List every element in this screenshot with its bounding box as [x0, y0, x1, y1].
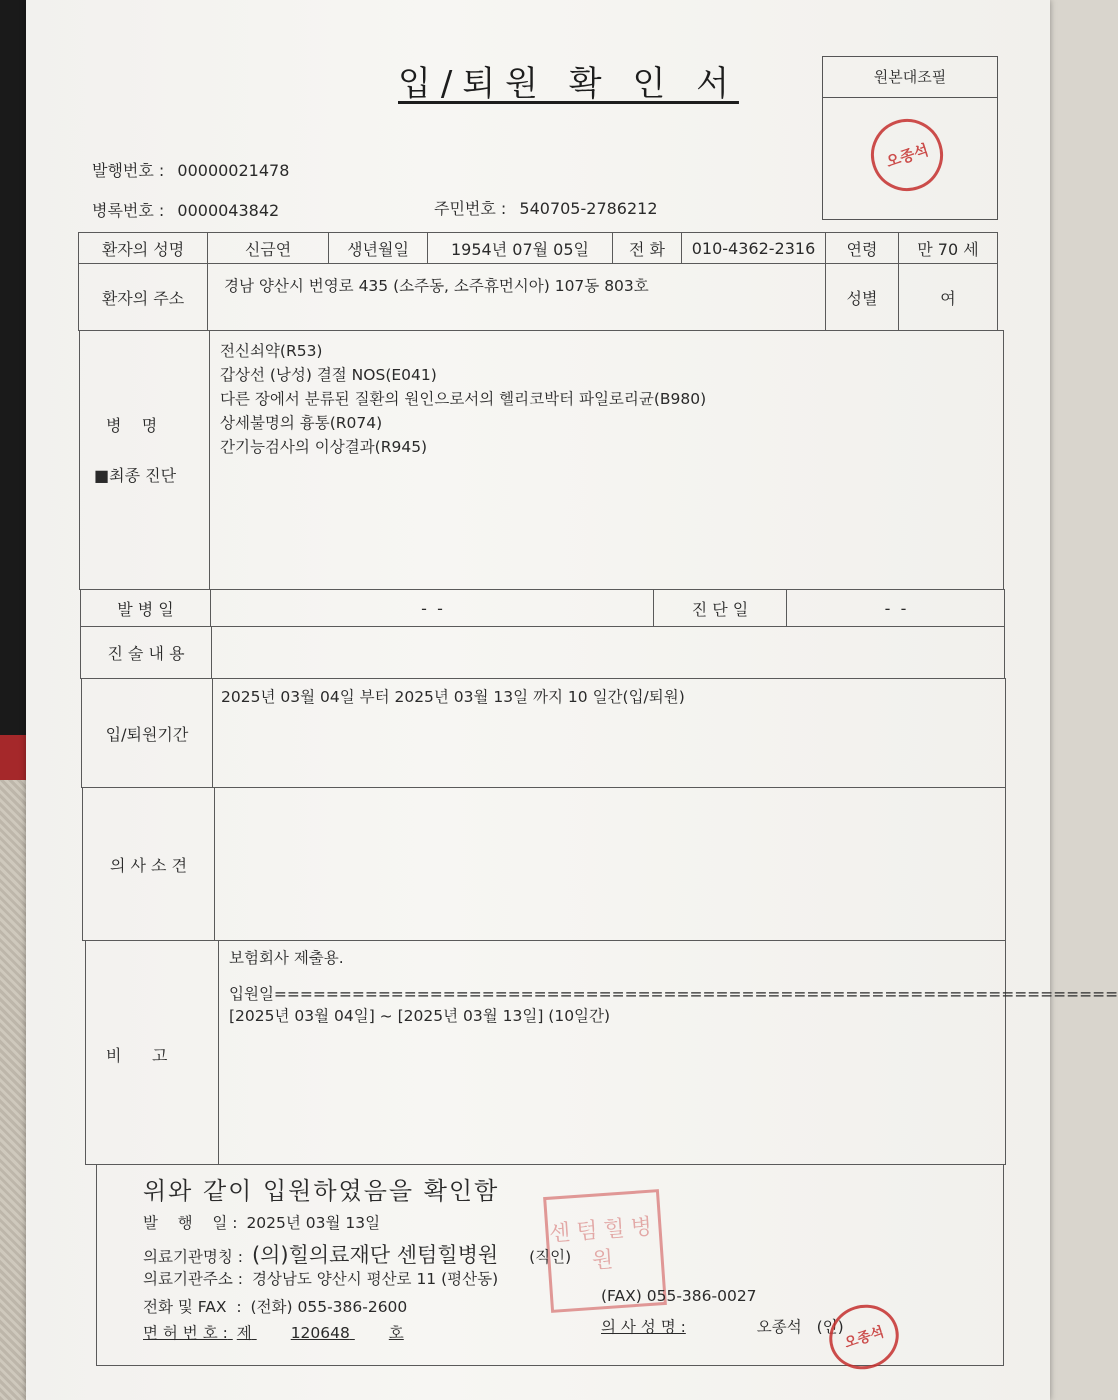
remarks-cell: [218, 940, 1118, 1165]
patient-name-label: 환자의 성명: [78, 232, 208, 264]
sex-label: 성별: [825, 263, 899, 331]
age-value: 만 70 세: [898, 232, 998, 264]
license-row: [143, 1321, 404, 1343]
seal-note: (직인): [529, 1248, 572, 1266]
doctor-row: [601, 1315, 844, 1337]
onset-date-label: 발 병 일: [80, 589, 211, 627]
certificate-paper: [26, 0, 1118, 1400]
diagnosis-item: 전신쇠약(R53): [220, 342, 323, 360]
fax-number: (FAX) 055-386-0027: [601, 1287, 757, 1305]
remarks-line: 보험회사 제출용.: [229, 949, 344, 967]
license-number: 120648: [290, 1324, 350, 1342]
confirmation-text: 위와 같이 입원하였음을 확인함: [143, 1177, 500, 1205]
institution-address: 경상남도 양산시 평산로 11 (평산동): [251, 1270, 499, 1288]
phone-fax: (전화) 055-386-2600: [250, 1298, 408, 1316]
final-diagnosis-label: ■최종 진단: [94, 466, 177, 485]
age-label: 연령: [825, 232, 899, 264]
document-title: 입/퇴원 확 인 서: [398, 64, 739, 104]
period-label: 입/퇴원기간: [81, 678, 213, 788]
background-mat: [0, 780, 26, 1400]
phone-label: 전 화: [612, 232, 682, 264]
diagnosis-label-cell: [79, 330, 210, 590]
record-number: 0000043842: [177, 201, 280, 220]
issue-date-label: 발 행 일 :: [143, 1214, 238, 1232]
institution-address-label: 의료기관주소 :: [143, 1270, 243, 1288]
issue-date: 2025년 03월 13일: [246, 1214, 381, 1232]
diagnosis-item: 갑상선 (낭성) 결절 NOS(E041): [220, 366, 437, 384]
remarks-line: [2025년 03월 04일] ~ [2025년 03월 13일] (10일간): [229, 1007, 611, 1025]
original-verified-box: [822, 56, 998, 220]
issue-date-row: [143, 1211, 380, 1233]
diagnosis-date: - -: [786, 589, 1005, 627]
diagnosis-label: 병 명: [106, 416, 158, 435]
doctor-label: 의 사 성 명 :: [601, 1318, 686, 1336]
issue-number: 00000021478: [177, 161, 290, 180]
license-label: 면 허 번 호 :: [143, 1324, 228, 1342]
issue-number-label: 발행번호 :: [92, 161, 165, 180]
resident-number-row: [434, 196, 658, 219]
onset-date: - -: [210, 589, 654, 627]
phone-number: 010-4362-2316: [681, 232, 826, 264]
doctor-name: 오종석: [756, 1318, 802, 1336]
opinion-value: [214, 787, 1006, 941]
issue-number-row: [92, 158, 289, 181]
patient-address: [207, 263, 826, 331]
hospital-seal-text: 센텀힐병원: [548, 1214, 659, 1274]
diagnosis-date-label: 진 단 일: [653, 589, 787, 627]
diagnosis-item: 간기능검사의 이상결과(R945): [220, 438, 428, 456]
institution-name: (의)힐의료재단 센텀힐병원: [251, 1243, 499, 1267]
license-suffix: 호: [388, 1324, 404, 1342]
statement-label: 진 술 내 용: [80, 626, 212, 679]
period-value: 2025년 03월 04일 부터 2025년 03월 13일 까지 10 일간(입/퇴원): [221, 688, 685, 706]
institution-row: [143, 1239, 571, 1269]
original-verified-label: 원본대조필: [823, 57, 997, 98]
diagnosis-list: [209, 330, 1004, 590]
remarks-label-cell: [85, 940, 219, 1165]
patient-name: 신금연: [207, 232, 329, 264]
birth-date: 1954년 07월 05일: [427, 232, 613, 264]
contact-row: [143, 1295, 407, 1317]
record-number-label: 병록번호 :: [92, 201, 165, 220]
contact-label: 전화 및 FAX :: [143, 1298, 242, 1316]
background-red-object: [0, 735, 26, 780]
address-label: 환자의 주소: [78, 263, 208, 331]
resident-number: 540705-2786212: [519, 199, 658, 218]
opinion-label: 의 사 소 견: [82, 787, 215, 941]
diagnosis-item: 다른 장에서 분류된 질환의 원인으로서의 헬리코박터 파일로리균(B980): [220, 390, 707, 408]
issuer-section: [96, 1164, 1004, 1366]
license-prefix: 제: [236, 1324, 252, 1342]
remarks-line: 입원일=================================================================: [229, 985, 1118, 1003]
doctor-seal-text: 오종석: [842, 1324, 887, 1352]
original-verified-seal: [862, 110, 953, 201]
statement-value: [211, 626, 1005, 679]
doctor-seal: [821, 1296, 907, 1378]
diagnosis-item: 상세불명의 흉통(R074): [220, 414, 383, 432]
record-number-row: [92, 198, 279, 221]
period-cell: [212, 678, 1006, 788]
sex-value: 여: [898, 263, 998, 331]
remarks-label: 비 고: [106, 1046, 168, 1065]
top-seal-text: 오종석: [883, 140, 931, 171]
patient-address-text: 경남 양산시 번영로 435 (소주동, 소주휴먼시아) 107동 803호: [224, 277, 649, 295]
institution-address-row: [143, 1267, 498, 1289]
resident-number-label: 주민번호 :: [434, 199, 507, 218]
birth-date-label: 생년월일: [328, 232, 428, 264]
doctor-seal-note: (인): [816, 1318, 844, 1336]
institution-label: 의료기관명칭 :: [143, 1248, 243, 1266]
